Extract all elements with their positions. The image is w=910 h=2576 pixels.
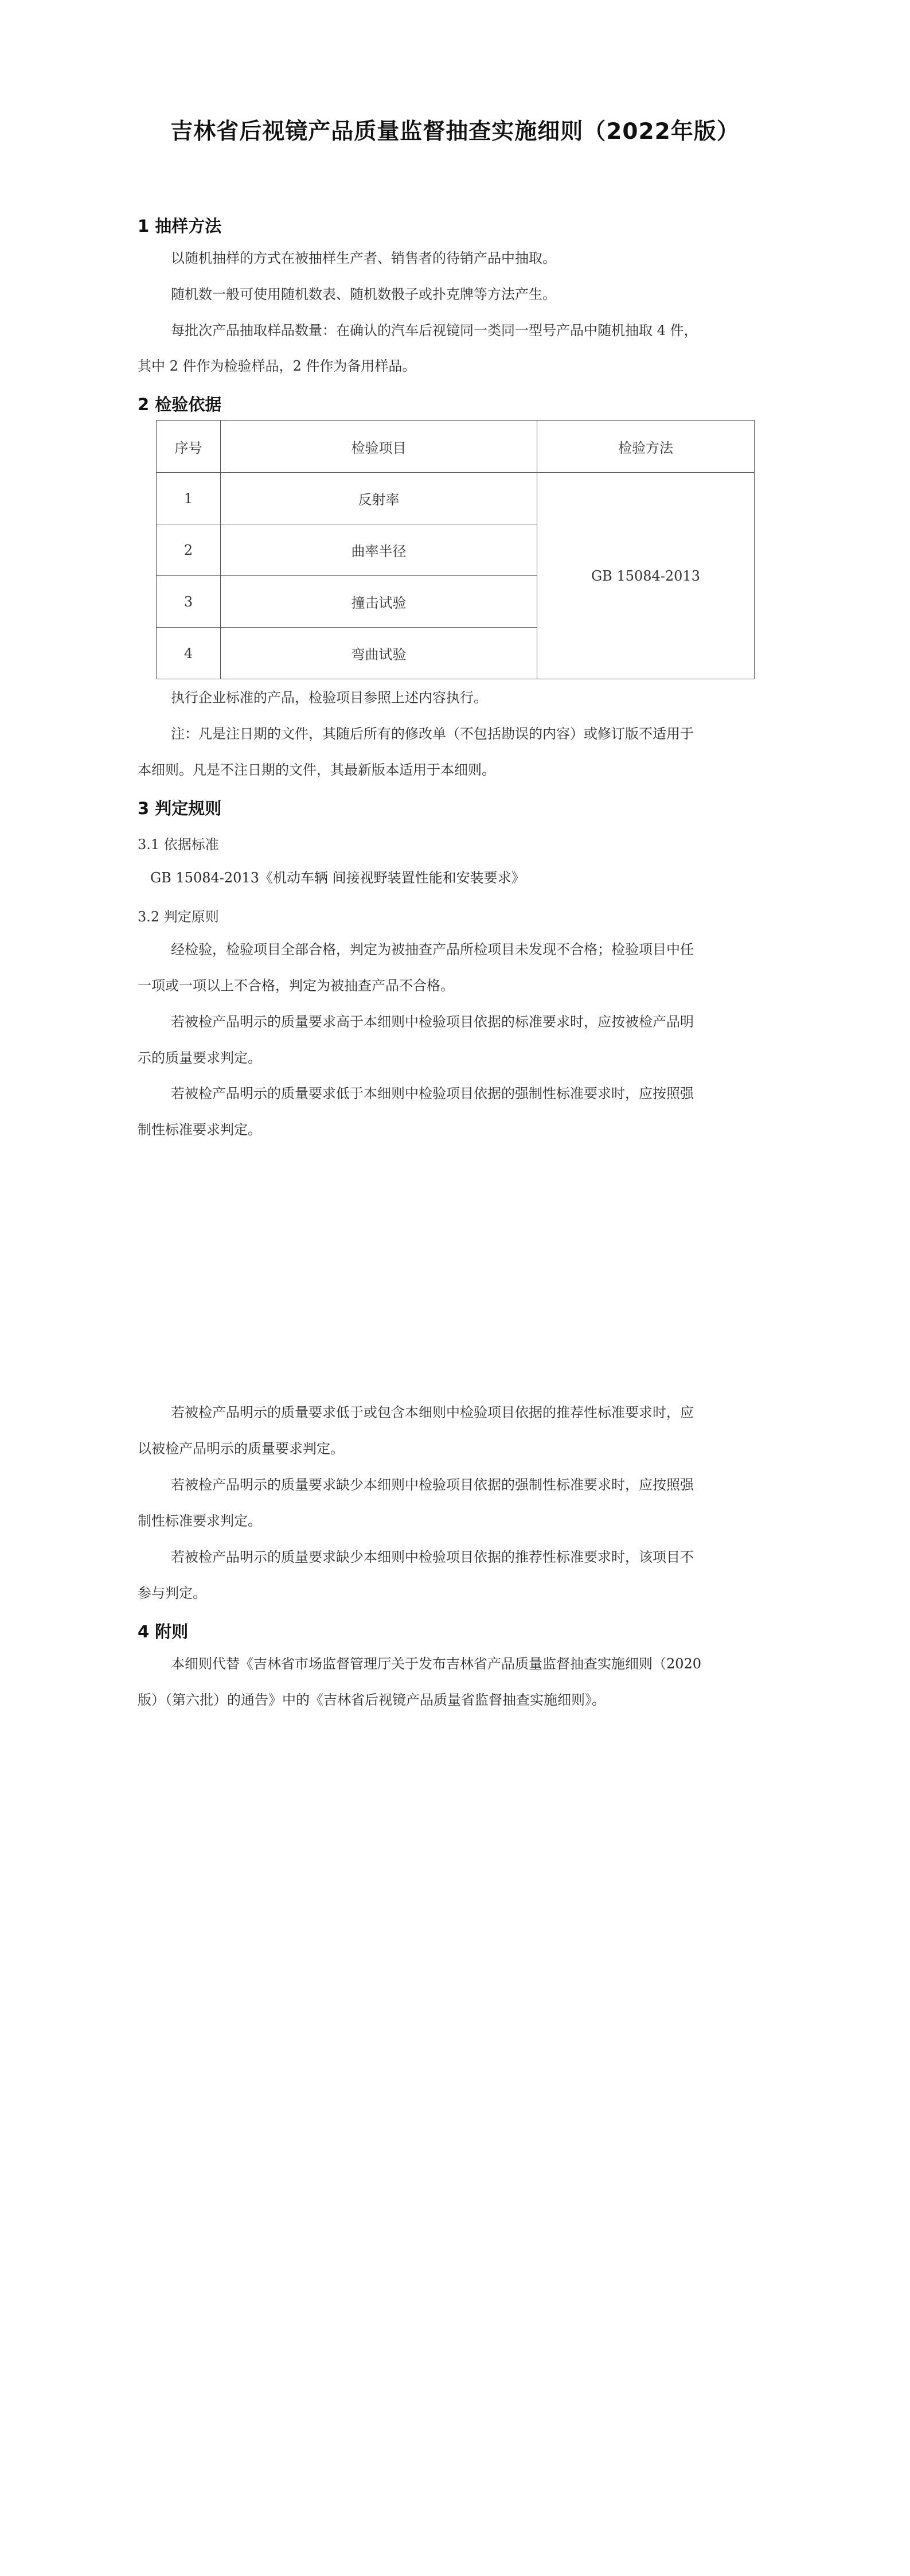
header-method: 检验方法	[537, 421, 755, 473]
table-header-row	[157, 421, 755, 473]
rule-3-line-2: 制性标准要求判定。	[138, 1122, 261, 1138]
inspection-table	[156, 420, 755, 679]
row-no: 4	[157, 628, 221, 679]
row-no: 3	[157, 576, 221, 628]
page-title: 吉林省后视镜产品质量监督抽查实施细则（2022年版）	[170, 119, 740, 145]
table-row	[157, 473, 755, 524]
rule-5-line-2: 制性标准要求判定。	[138, 1513, 261, 1529]
header-no: 序号	[157, 421, 221, 473]
row-item: 撞击试验	[221, 576, 537, 628]
rule-1-line-2: 一项或一项以上不合格，判定为被抽查产品不合格。	[138, 978, 454, 994]
supplementary-line-2: 版）（第六批）的通告》中的《吉林省后视镜产品质量省监督抽查实施细则》。	[138, 1692, 606, 1708]
section-1-heading: 1 抽样方法	[138, 216, 222, 236]
row-item: 曲率半径	[221, 524, 537, 576]
rule-4-line-1: 若被检产品明示的质量要求低于或包含本细则中检验项目依据的推荐性标准要求时，应	[171, 1404, 694, 1421]
rule-2-line-2: 示的质量要求判定。	[138, 1050, 261, 1066]
row-no: 1	[157, 473, 221, 524]
basis-standard: GB 15084-2013《机动车辆 间接视野装置性能和安装要求》	[150, 870, 525, 886]
sampling-paragraph-3-line-2: 其中 2 件作为检验样品，2 件作为备用样品。	[138, 358, 416, 374]
subsection-3-2-heading: 3.2 判定原则	[138, 909, 219, 925]
row-item: 反射率	[221, 473, 537, 524]
rule-6-line-2: 参与判定。	[138, 1585, 206, 1601]
rule-2-line-1: 若被检产品明示的质量要求高于本细则中检验项目依据的标准要求时，应按被检产品明	[171, 1014, 694, 1030]
rule-6-line-1: 若被检产品明示的质量要求缺少本细则中检验项目依据的推荐性标准要求时，该项目不	[171, 1549, 694, 1565]
header-item: 检验项目	[221, 421, 537, 473]
rule-1-line-1: 经检验，检验项目全部合格，判定为被抽查产品所检项目未发现不合格；检验项目中任	[171, 941, 694, 958]
row-item: 弯曲试验	[221, 628, 537, 679]
dated-reference-note-line-1: 注：凡是注日期的文件，其随后所有的修改单（不包括勘误的内容）或修订版不适用于	[171, 726, 694, 742]
section-3-heading: 3 判定规则	[138, 799, 222, 818]
sampling-paragraph-1: 以随机抽样的方式在被抽样生产者、销售者的待销产品中抽取。	[171, 250, 556, 266]
enterprise-standard-note: 执行企业标准的产品，检验项目参照上述内容执行。	[171, 690, 487, 706]
rule-5-line-1: 若被检产品明示的质量要求缺少本细则中检验项目依据的强制性标准要求时，应按照强	[171, 1477, 694, 1493]
method-cell: GB 15084-2013	[537, 473, 755, 679]
row-no: 2	[157, 524, 221, 576]
subsection-3-1-heading: 3.1 依据标准	[138, 836, 219, 853]
dated-reference-note-line-2: 本细则。凡是不注日期的文件，其最新版本适用于本细则。	[138, 762, 495, 778]
section-4-heading: 4 附则	[138, 1622, 189, 1641]
rule-4-line-2: 以被检产品明示的质量要求判定。	[138, 1441, 344, 1457]
rule-3-line-1: 若被检产品明示的质量要求低于本细则中检验项目依据的强制性标准要求时，应按照强	[171, 1085, 694, 1102]
sampling-paragraph-3-line-1: 每批次产品抽取样品数量：在确认的汽车后视镜同一类同一型号产品中随机抽取 4 件，	[171, 322, 698, 338]
supplementary-line-1: 本细则代替《吉林省市场监督管理厅关于发布吉林省产品质量监督抽查实施细则（2020	[171, 1656, 702, 1672]
section-2-heading: 2 检验依据	[138, 395, 222, 414]
sampling-paragraph-2: 随机数一般可使用随机数表、随机数骰子或扑克牌等方法产生。	[171, 286, 556, 302]
